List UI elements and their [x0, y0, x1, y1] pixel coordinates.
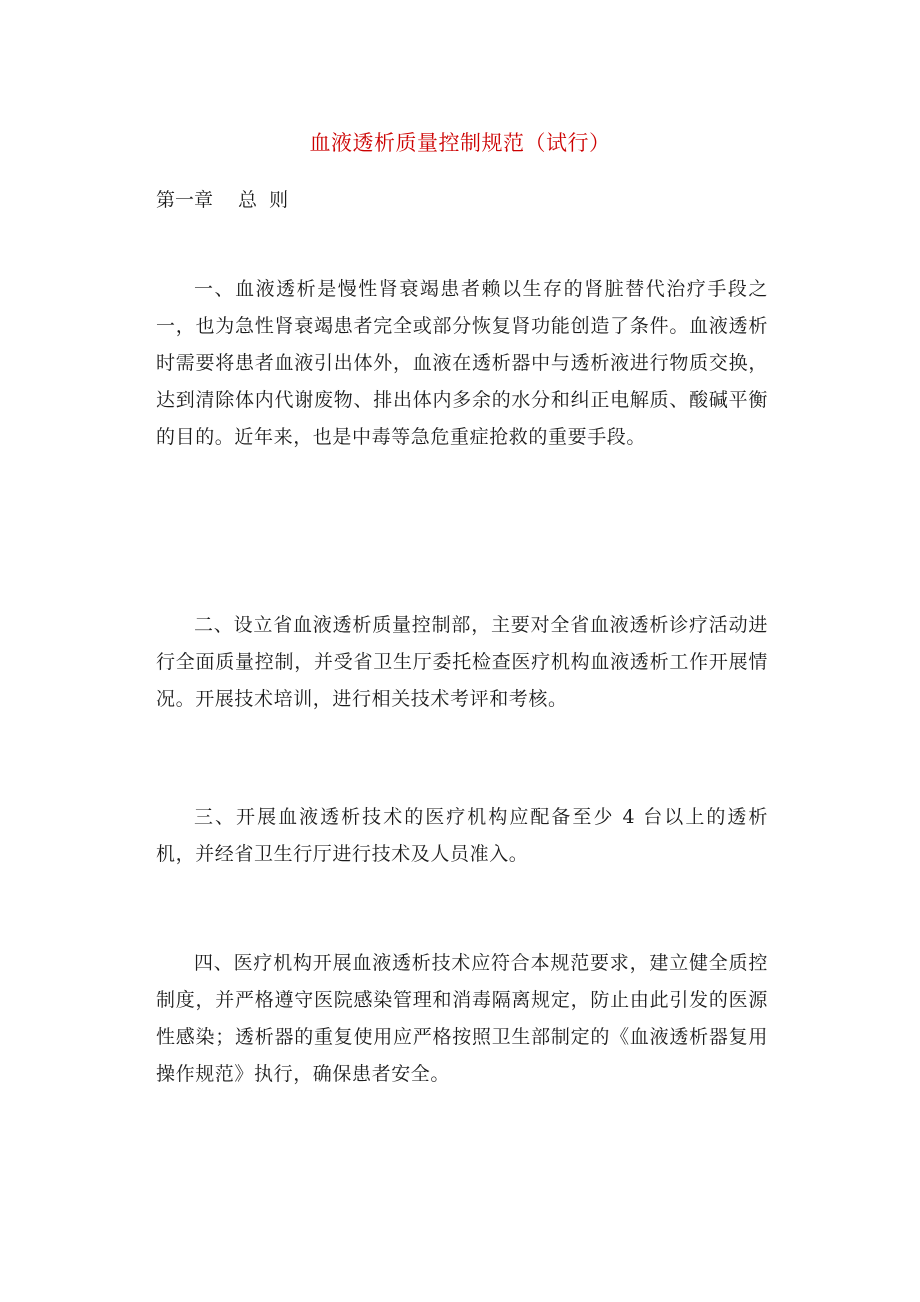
paragraph-1: 一、血液透析是慢性肾衰竭患者赖以生存的肾脏替代治疗手段之一，也为急性肾衰竭患者完全或部分恢复肾功能创造了条件。血液透析时需要将患者血液引出体外，血液在透析器中与透析液进行物质交换，达到清除体内代谢废物、排出体内多余的水分和纠正电解质、酸碱平衡的目的。近年来，也是中毒等急危重症抢救的重要手段。: [156, 278, 768, 448]
paragraph-2: 二、设立省血液透析质量控制部，主要对全省血液透析诊疗活动进行全面质量控制，并受省卫生厅委托检查医疗机构血液透析工作开展情况。开展技术培训，进行相关技术考评和考核。: [156, 614, 768, 710]
paragraph-4: 四、医疗机构开展血液透析技术应符合本规范要求，建立健全质控制度，并严格遵守医院感染管理和消毒隔离规定，防止由此引发的医源性感染；透析器的重复使用应严格按照卫生部制定的《血液透析器复用操作规范》执行，确保患者安全。: [156, 952, 768, 1085]
chapter-heading: 第一章 总 则: [156, 189, 289, 211]
document-title: 血液透析质量控制规范（试行）: [309, 131, 611, 155]
paragraph-3: 三、开展血液透析技术的医疗机构应配备至少 4 台以上的透析机，并经省卫生行厅进行技术及人员准入。: [156, 806, 768, 865]
